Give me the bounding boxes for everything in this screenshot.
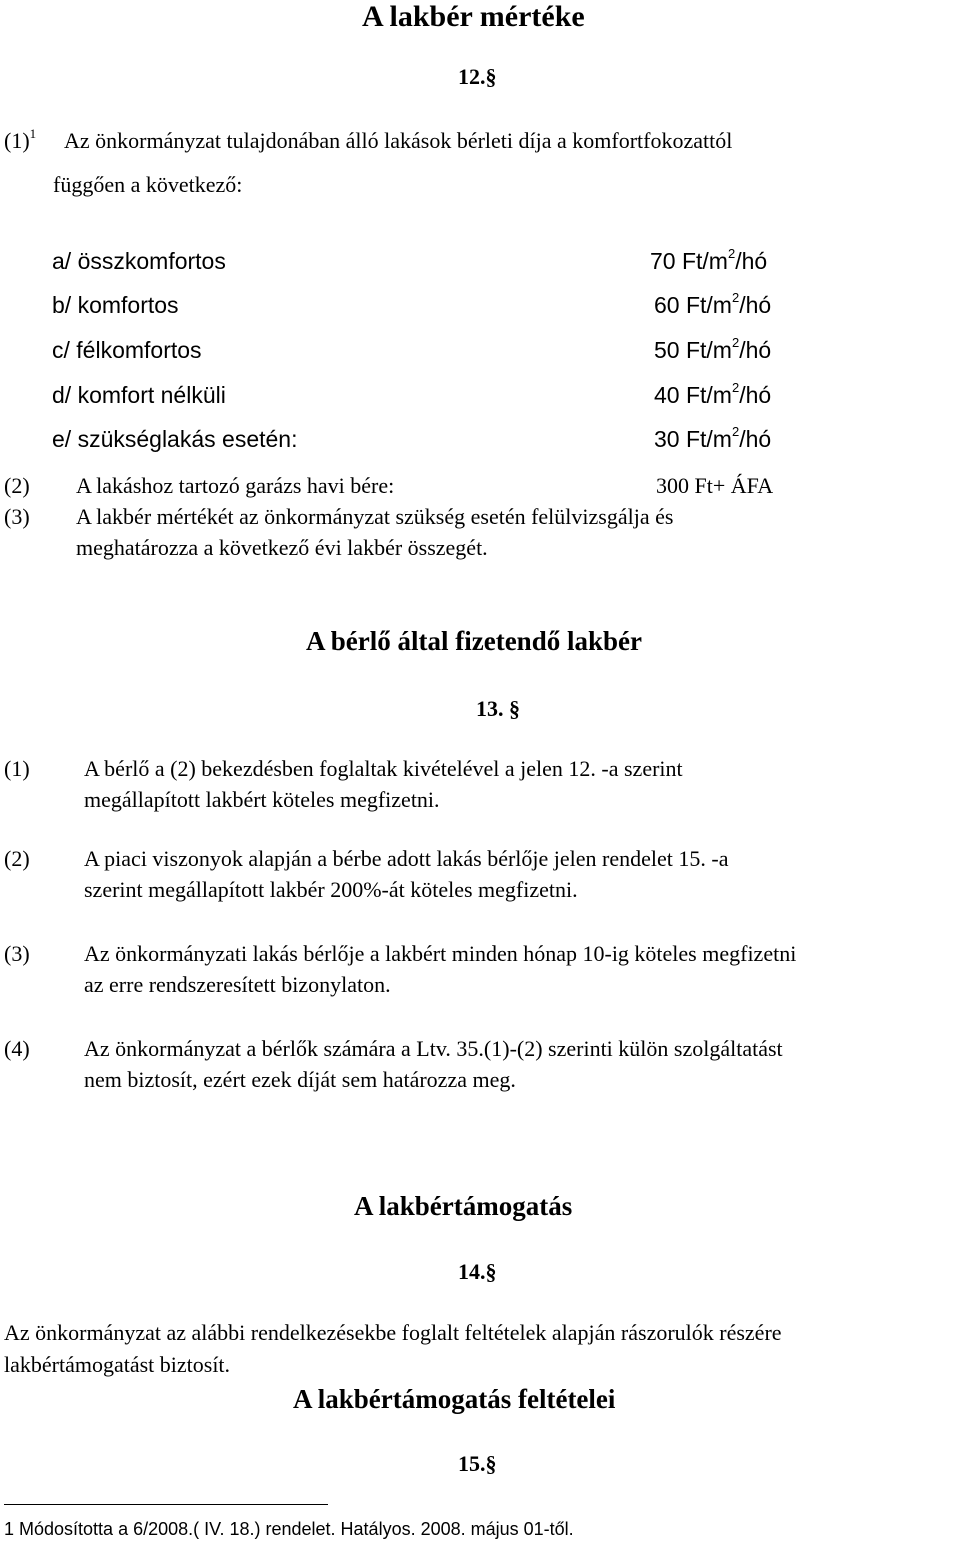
garage-rent-value: 300 Ft+ ÁFA: [656, 473, 774, 498]
rate-value-exponent: 2: [731, 424, 740, 440]
rate-value: [654, 292, 771, 319]
paragraph-line: A bérlő a (2) bekezdésben foglaltak kivételével a jelen 12. -a szerint: [84, 756, 683, 781]
paragraph-marker: (2): [4, 846, 30, 871]
rate-value-unit: /hó: [739, 337, 772, 363]
footnote-ref: 1: [29, 125, 37, 141]
rate-value-amount: 30 Ft/m: [654, 426, 732, 452]
paragraph-marker-text: (1): [4, 128, 30, 153]
rate-value-exponent: 2: [731, 380, 740, 396]
paragraph-line: A lakbér mértékét az önkormányzat szükség esetén felülvizsgálja és: [76, 504, 674, 529]
paragraph-marker: (2): [4, 473, 30, 498]
section-number-12: [458, 64, 497, 90]
section-sign-icon: §: [509, 696, 520, 721]
rate-value-exponent: 2: [731, 335, 740, 351]
section-number-text: 15.: [458, 1451, 486, 1476]
rate-value-unit: /hó: [739, 292, 772, 318]
paragraph-line: függően a következő:: [53, 172, 243, 197]
rate-label: b/ komfortos: [52, 292, 179, 318]
rate-value: [650, 248, 767, 275]
rate-value-amount: 40 Ft/m: [654, 382, 732, 408]
paragraph-line: Az önkormányzat tulajdonában álló lakások bérleti díja a komfortfokozattól: [64, 128, 733, 153]
section-sign-icon: §: [485, 1451, 497, 1476]
rate-label: a/ összkomfortos: [52, 248, 226, 274]
paragraph-line: Az önkormányzat az alábbi rendelkezésekbe foglalt feltételek alapján rászorulók részére: [4, 1320, 782, 1345]
rate-value-unit: /hó: [735, 248, 768, 274]
rate-value-amount: 70 Ft/m: [650, 248, 728, 274]
section-number-text: 12.: [458, 64, 486, 89]
paragraph-line: Az önkormányzat a bérlők számára a Ltv. 35.(1)-(2) szerinti külön szolgáltatást: [84, 1036, 783, 1061]
section-sign-icon: §: [485, 64, 497, 89]
paragraph-marker: (4): [4, 1036, 30, 1061]
paragraph-line: az erre rendszeresített bizonylaton.: [84, 972, 391, 997]
section-number-13: [476, 696, 520, 722]
rate-label: d/ komfort nélküli: [52, 382, 226, 408]
rate-value-exponent: 2: [731, 290, 740, 306]
rate-label: c/ félkomfortos: [52, 337, 202, 363]
section-number-text: 13.: [476, 696, 504, 721]
rate-value-amount: 60 Ft/m: [654, 292, 732, 318]
rate-value: [654, 382, 771, 409]
rate-value: [654, 426, 771, 453]
rate-value-exponent: 2: [727, 246, 736, 262]
section-number-text: 14.: [458, 1259, 486, 1284]
section-number-15: [458, 1451, 497, 1477]
footnote-text: 1 Módosította a 6/2008.( IV. 18.) rendelet. Hatályos. 2008. május 01-től.: [4, 1519, 574, 1539]
paragraph-line: nem biztosít, ezért ezek díját sem határozza meg.: [84, 1067, 516, 1092]
paragraph-line: Az önkormányzati lakás bérlője a lakbért minden hónap 10-ig köteles megfizetni: [84, 941, 797, 966]
paragraph-marker: (3): [4, 504, 30, 529]
rate-value-unit: /hó: [739, 382, 772, 408]
paragraph-line: A piaci viszonyok alapján a bérbe adott lakás bérlője jelen rendelet 15. -a: [84, 846, 729, 871]
rate-label: e/ szükséglakás esetén:: [52, 426, 298, 452]
paragraph-line: szerint megállapított lakbér 200%-át köteles megfizetni.: [84, 877, 578, 902]
section-sign-icon: §: [485, 1259, 497, 1284]
section-title-13: A bérlő által fizetendő lakbér: [306, 626, 642, 656]
rate-value: [654, 337, 771, 364]
paragraph-line: lakbértámogatást biztosít.: [4, 1352, 231, 1377]
paragraph-marker: (1): [4, 756, 30, 781]
rate-value-unit: /hó: [739, 426, 772, 452]
paragraph-marker: (3): [4, 941, 30, 966]
section-title-15: A lakbértámogatás feltételei: [293, 1384, 616, 1414]
paragraph-line: megállapított lakbért köteles megfizetni.: [84, 787, 440, 812]
garage-rent-label: A lakáshoz tartozó garázs havi bére:: [76, 473, 395, 498]
paragraph-line: meghatározza a következő évi lakbér összegét.: [76, 535, 488, 560]
rate-value-amount: 50 Ft/m: [654, 337, 732, 363]
paragraph-marker: [4, 125, 37, 154]
section-title-12: A lakbér mértéke: [362, 0, 585, 33]
section-title-14: A lakbértámogatás: [354, 1191, 573, 1221]
footnote-separator: [4, 1504, 328, 1505]
section-number-14: [458, 1259, 497, 1285]
